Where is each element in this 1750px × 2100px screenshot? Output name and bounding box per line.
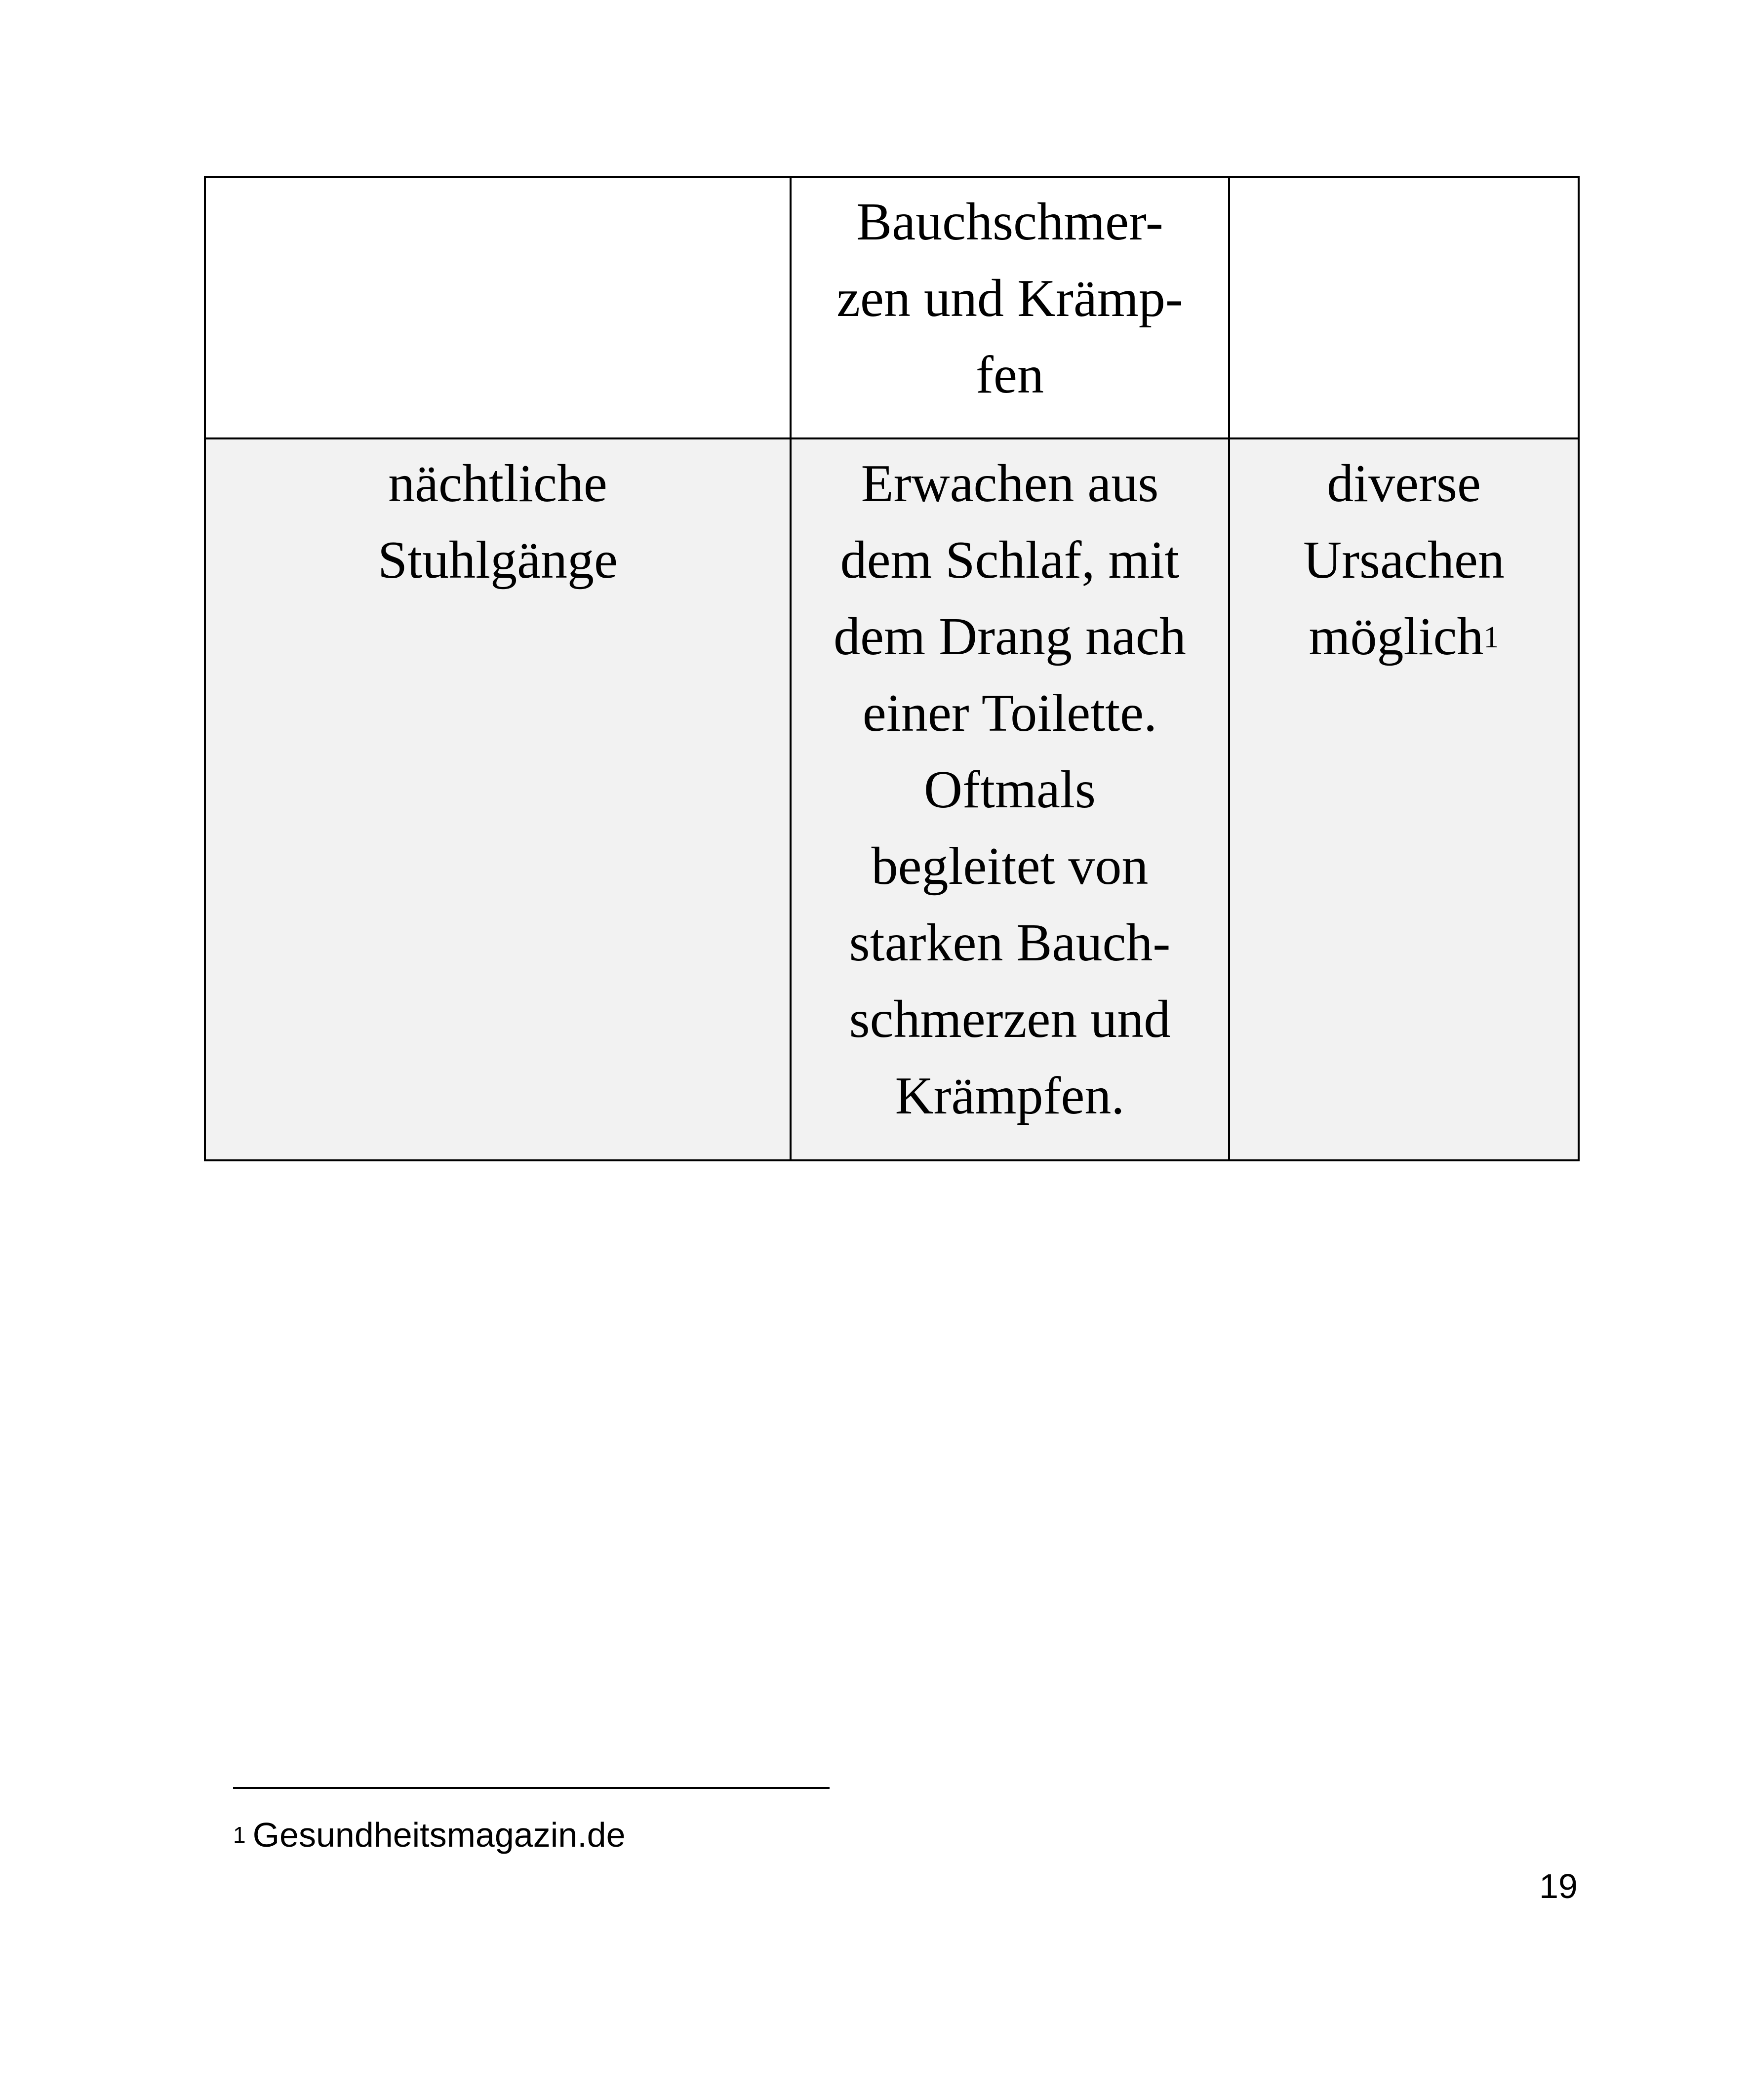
table-row: [205, 438, 1579, 1160]
table-cell-r2-c3: [1229, 438, 1579, 1160]
footnote: [233, 1811, 626, 1859]
table-cell-r1-c1: [205, 177, 791, 438]
cell-text: diverse Ursachen möglich: [1303, 454, 1505, 666]
table-cell-r1-c2: Bauchschmer- zen und Krämp- fen: [791, 177, 1229, 438]
footnote-text: Gesundheitsmagazin.de: [252, 1816, 626, 1854]
page-number: 19: [1539, 1867, 1578, 1905]
table-row: [205, 177, 1579, 438]
footnote-separator: [233, 1787, 830, 1789]
table-cell-r2-c1: nächtliche Stuhlgänge: [205, 438, 791, 1160]
footnote-reference[interactable]: 1: [1483, 621, 1499, 654]
footnote-number: 1: [233, 1822, 246, 1848]
table-cell-r1-c3: [1229, 177, 1579, 438]
symptom-table: [204, 176, 1580, 1161]
table-cell-r2-c2: Erwachen aus dem Schlaf, mit dem Drang nach einer Toilette. Oftmals begleitet von starken Bauch- schmerzen und Krämpfen.: [791, 438, 1229, 1160]
